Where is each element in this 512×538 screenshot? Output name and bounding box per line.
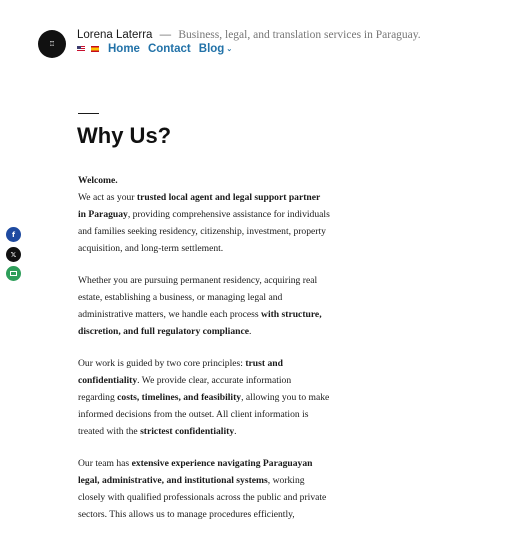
title-divider — [78, 113, 99, 114]
page-title: Why Us? — [77, 123, 172, 148]
email-icon — [10, 271, 17, 276]
text-fragment: , working closely with qualified professionals across the public and private sectors. This allows us to manage procedures efficiently, — [78, 475, 327, 520]
text-fragment: Our team has — [78, 458, 132, 469]
facebook-icon: f — [11, 230, 16, 239]
bold-fragment: trust and confidentiality — [78, 358, 283, 386]
nav-contact[interactable]: Contact — [147, 43, 191, 55]
us-flag-icon[interactable] — [77, 46, 85, 52]
text-fragment: Our work is guided by two core principles: — [78, 358, 246, 369]
site-tagline: Business, legal, and translation services in Paraguay. — [178, 29, 421, 41]
text-fragment: . — [249, 326, 252, 337]
email-share-button[interactable] — [6, 266, 21, 281]
bold-fragment: strictest confidentiality — [140, 426, 235, 437]
bold-fragment: with structure, discretion, and full regulatory compliance — [78, 309, 322, 337]
paragraph-welcome — [78, 172, 330, 257]
page-content — [78, 172, 330, 538]
bold-fragment: extensive experience navigating Paraguayan legal, administrative, and institutional systems — [78, 458, 313, 486]
text-fragment: . We provide clear, accurate information regarding — [78, 375, 292, 403]
paragraph-team — [78, 455, 330, 523]
title-separator: — — [159, 29, 172, 41]
nav-home[interactable]: Home — [108, 43, 140, 55]
site-branding — [77, 27, 421, 43]
site-title[interactable]: Lorena Laterra — [77, 29, 153, 41]
primary-navigation — [77, 43, 240, 55]
welcome-heading: Welcome. — [78, 175, 118, 186]
spain-flag-icon[interactable] — [91, 46, 99, 52]
text-fragment: , providing comprehensive assistance for individuals and families seeking residency, citizenship, investment, property acquisition, and long-term settlement. — [78, 209, 330, 254]
lorena-laterra-logo-icon[interactable]: ♖ — [38, 30, 66, 58]
text-fragment: Whether you are pursuing permanent residency, acquiring real estate, establishing a business, or managing legal and administrative matters, we handle each process — [78, 275, 318, 320]
paragraph-services — [78, 272, 330, 340]
chevron-down-icon: ⌄ — [226, 46, 233, 53]
text-fragment: We act as your — [78, 192, 137, 203]
x-icon: 𝕏 — [10, 250, 17, 259]
bold-fragment: costs, timelines, and feasibility — [117, 392, 242, 403]
facebook-share-button[interactable] — [6, 227, 21, 242]
text-fragment: , allowing you to make informed decisions from the outset. All client information is treated with the — [78, 392, 330, 437]
bold-fragment: trusted local agent and legal support partner in Paraguay — [78, 192, 321, 220]
text-fragment: . — [234, 426, 237, 437]
nav-blog[interactable] — [199, 43, 232, 55]
x-share-button[interactable] — [6, 247, 21, 262]
nav-blog-label: Blog — [198, 43, 225, 55]
paragraph-principles — [78, 355, 330, 440]
